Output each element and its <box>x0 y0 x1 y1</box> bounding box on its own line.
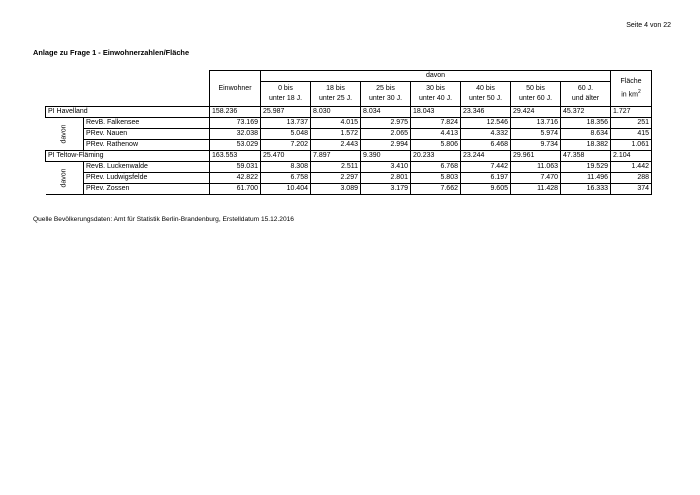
station-value-cell: 7.662 <box>411 184 461 195</box>
pi-value-cell: 29.961 <box>511 151 561 162</box>
station-value-cell: 13.716 <box>511 118 561 129</box>
davon-cell <box>46 118 84 151</box>
header-row-2 <box>46 82 652 107</box>
header-age-line2: und älter <box>571 95 600 102</box>
document-heading: Anlage zu Frage 1 - Einwohnerzahlen/Fläche <box>33 48 190 57</box>
station-value-cell: 13.737 <box>261 118 311 129</box>
station-value-cell: 2.297 <box>311 173 361 184</box>
station-value-cell: 2.065 <box>361 129 411 140</box>
station-value-cell: 32.038 <box>210 129 261 140</box>
source-note: Quelle Bevölkerungsdaten: Amt für Statistik Berlin-Brandenburg, Erstelldatum 15.12.2016 <box>33 216 294 223</box>
header-davon: davon <box>261 71 611 82</box>
station-value-cell: 11.063 <box>511 162 561 173</box>
population-table <box>45 70 652 195</box>
station-value-cell: 7.824 <box>411 118 461 129</box>
station-value-cell: 288 <box>611 173 652 184</box>
header-age-group <box>411 82 461 107</box>
station-value-cell: 59.031 <box>210 162 261 173</box>
station-value-cell: 1.442 <box>611 162 652 173</box>
pi-name: PI Havelland <box>46 107 210 118</box>
header-age-line1: 40 bis <box>476 85 495 92</box>
station-value-cell: 10.404 <box>261 184 311 195</box>
station-value-cell: 5.803 <box>411 173 461 184</box>
station-value-cell: 2.511 <box>311 162 361 173</box>
station-value-cell: 7.470 <box>511 173 561 184</box>
pi-value-cell: 20.233 <box>411 151 461 162</box>
pi-name: PI Teltow-Fläming <box>46 151 210 162</box>
header-age-group <box>511 82 561 107</box>
header-row-1 <box>46 71 652 82</box>
pi-value-cell: 158.236 <box>210 107 261 118</box>
header-age-line2: unter 40 J. <box>418 95 453 102</box>
station-value-cell: 2.443 <box>311 140 361 151</box>
station-value-cell: 9.605 <box>461 184 511 195</box>
header-age-line2: unter 25 J. <box>318 95 353 102</box>
davon-label: davon <box>60 124 68 144</box>
station-value-cell: 18.382 <box>561 140 611 151</box>
station-value-cell: 2.801 <box>361 173 411 184</box>
header-flaeche-line2: in km <box>621 91 638 99</box>
station-value-cell: 1.061 <box>611 140 652 151</box>
station-value-cell: 415 <box>611 129 652 140</box>
header-age-line2: unter 60 J. <box>518 95 553 102</box>
station-name: PRev. Zossen <box>84 184 210 195</box>
station-value-cell: 251 <box>611 118 652 129</box>
pi-value-cell: 7.897 <box>311 151 361 162</box>
station-value-cell: 5.806 <box>411 140 461 151</box>
station-name: PRev. Rathenow <box>84 140 210 151</box>
header-age-line1: 18 bis <box>326 85 345 92</box>
station-value-cell: 3.410 <box>361 162 411 173</box>
station-value-cell: 16.333 <box>561 184 611 195</box>
pi-row <box>46 107 652 118</box>
pi-value-cell: 29.424 <box>511 107 561 118</box>
station-value-cell: 8.308 <box>261 162 311 173</box>
pi-value-cell: 45.372 <box>561 107 611 118</box>
station-value-cell: 12.546 <box>461 118 511 129</box>
station-value-cell: 19.529 <box>561 162 611 173</box>
station-value-cell: 4.413 <box>411 129 461 140</box>
station-value-cell: 61.700 <box>210 184 261 195</box>
pi-value-cell: 47.358 <box>561 151 611 162</box>
header-age-group <box>461 82 511 107</box>
station-row <box>46 129 652 140</box>
station-row <box>46 184 652 195</box>
header-age-line1: 50 bis <box>526 85 545 92</box>
station-row <box>46 140 652 151</box>
station-value-cell: 6.197 <box>461 173 511 184</box>
pi-value-cell: 25.987 <box>261 107 311 118</box>
header-age-group <box>261 82 311 107</box>
station-value-cell: 73.169 <box>210 118 261 129</box>
station-value-cell: 2.994 <box>361 140 411 151</box>
station-value-cell: 5.974 <box>511 129 561 140</box>
station-value-cell: 11.496 <box>561 173 611 184</box>
header-age-line2: unter 18 J. <box>268 95 303 102</box>
page-number: Seite 4 von 22 <box>626 22 671 29</box>
station-name: PRev. Nauen <box>84 129 210 140</box>
station-name: RevB. Luckenwalde <box>84 162 210 173</box>
davon-label: davon <box>60 168 68 188</box>
header-flaeche <box>611 71 652 107</box>
header-age-group <box>361 82 411 107</box>
station-value-cell: 374 <box>611 184 652 195</box>
header-flaeche-line1: Fläche <box>620 77 642 85</box>
station-value-cell: 2.975 <box>361 118 411 129</box>
station-value-cell: 7.442 <box>461 162 511 173</box>
station-name: RevB. Falkensee <box>84 118 210 129</box>
pi-value-cell: 25.470 <box>261 151 311 162</box>
pi-value-cell: 23.346 <box>461 107 511 118</box>
station-row <box>46 173 652 184</box>
pi-value-cell: 23.244 <box>461 151 511 162</box>
pi-value-cell: 18.043 <box>411 107 461 118</box>
station-value-cell: 3.179 <box>361 184 411 195</box>
header-age-line1: 60 J. <box>577 85 594 92</box>
station-value-cell: 42.822 <box>210 173 261 184</box>
davon-cell <box>46 162 84 195</box>
station-value-cell: 5.048 <box>261 129 311 140</box>
pi-value-cell: 1.727 <box>611 107 652 118</box>
station-value-cell: 6.758 <box>261 173 311 184</box>
header-flaeche-sup: 2 <box>637 88 641 95</box>
station-value-cell: 11.428 <box>511 184 561 195</box>
pi-value-cell: 163.553 <box>210 151 261 162</box>
station-value-cell: 6.468 <box>461 140 511 151</box>
station-value-cell: 18.356 <box>561 118 611 129</box>
station-value-cell: 6.768 <box>411 162 461 173</box>
station-value-cell: 4.015 <box>311 118 361 129</box>
pi-value-cell: 9.390 <box>361 151 411 162</box>
pi-value-cell: 8.034 <box>361 107 411 118</box>
station-row <box>46 162 652 173</box>
station-value-cell: 8.634 <box>561 129 611 140</box>
station-value-cell: 3.089 <box>311 184 361 195</box>
pi-value-cell: 2.104 <box>611 151 652 162</box>
header-age-line1: 0 bis <box>278 85 293 92</box>
station-value-cell: 7.202 <box>261 140 311 151</box>
header-age-line2: unter 50 J. <box>468 95 503 102</box>
station-value-cell: 9.734 <box>511 140 561 151</box>
station-value-cell: 53.029 <box>210 140 261 151</box>
station-value-cell: 4.332 <box>461 129 511 140</box>
header-age-line2: unter 30 J. <box>368 95 403 102</box>
header-age-line1: 30 bis <box>426 85 445 92</box>
header-age-group <box>561 82 611 107</box>
station-name: PRev. Ludwigsfelde <box>84 173 210 184</box>
pi-value-cell: 8.030 <box>311 107 361 118</box>
station-value-cell: 1.572 <box>311 129 361 140</box>
header-age-line1: 25 bis <box>376 85 395 92</box>
header-einwohner: Einwohner <box>210 71 261 107</box>
pi-row <box>46 151 652 162</box>
header-age-group <box>311 82 361 107</box>
station-row <box>46 118 652 129</box>
